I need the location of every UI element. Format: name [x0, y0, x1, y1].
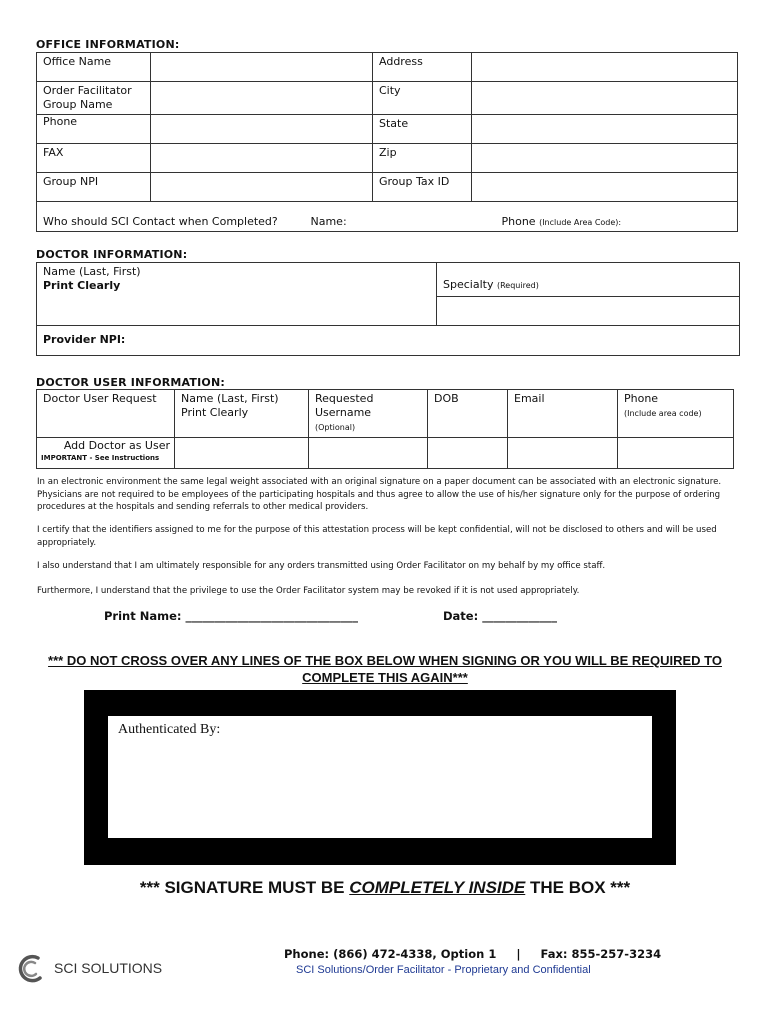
state-label: State: [373, 115, 472, 144]
col-phone: Phone (Include area code): [618, 390, 734, 438]
add-doctor-cell[interactable]: [37, 438, 175, 469]
group-tax-id-label: Group Tax ID: [373, 173, 472, 202]
signature-note-emphasis: COMPLETELY INSIDE: [349, 878, 526, 897]
signature-area[interactable]: [108, 716, 652, 838]
print-name-line[interactable]: Print Name: ______________________________: [104, 609, 358, 623]
sci-logo-icon: [16, 954, 50, 984]
provider-npi-label[interactable]: Provider NPI:: [37, 326, 740, 356]
col-dob: DOB: [428, 390, 508, 438]
group-name-field[interactable]: [151, 82, 373, 115]
logo-wordmark: SCI SOLUTIONS: [54, 960, 163, 976]
specialty-field[interactable]: [437, 297, 740, 326]
fax-field[interactable]: [151, 144, 373, 173]
office-name-field[interactable]: [151, 53, 373, 82]
phone-label: Phone: [37, 115, 151, 144]
fax-label: FAX: [37, 144, 151, 173]
doctor-heading: DOCTOR INFORMATION:: [36, 248, 188, 261]
contact-phone-label: Phone (Include Area Code):: [501, 215, 622, 228]
footer-contact: Phone: (866) 472-4338, Option 1 | Fax: 855-257-3234: [284, 947, 662, 961]
office-heading: OFFICE INFORMATION:: [36, 38, 180, 51]
col-requested-username: Requested Username (Optional): [309, 390, 428, 438]
user-name-field[interactable]: [175, 438, 309, 469]
address-field[interactable]: [472, 53, 738, 82]
city-label: City: [373, 82, 472, 115]
address-label: Address: [373, 53, 472, 82]
attestation-paragraph-2: I certify that the identifiers assigned to me for the purpose of this attestation process will be kept confidential, will not be disclosed to others and will be used appropriately.: [37, 525, 717, 548]
contact-row[interactable]: [37, 202, 738, 232]
zip-field[interactable]: [472, 144, 738, 173]
contact-question: Who should SCI Contact when Completed?: [43, 215, 278, 228]
city-field[interactable]: [472, 82, 738, 115]
signing-warning: *** DO NOT CROSS OVER ANY LINES OF THE BOX BELOW WHEN SIGNING OR YOU WILL BE REQUIRED TO COMPLETE THIS AGAIN***: [48, 653, 722, 685]
doctor-user-heading: DOCTOR USER INFORMATION:: [36, 376, 225, 389]
attestation-paragraph-3: I also understand that I am ultimately responsible for any orders transmitted using Order Facilitator on my behalf by my office staff.: [37, 561, 606, 571]
phone-field[interactable]: [151, 115, 373, 144]
group-npi-field[interactable]: [151, 173, 373, 202]
user-username-field[interactable]: [309, 438, 428, 469]
date-line[interactable]: Date: _____________: [443, 609, 557, 623]
office-name-label: Office Name: [37, 53, 151, 82]
zip-label: Zip: [373, 144, 472, 173]
attestation-paragraph-4: Furthermore, I understand that the privilege to use the Order Facilitator system may be revoked if it is not used appropriately.: [37, 586, 580, 596]
state-field[interactable]: [472, 115, 738, 144]
col-doctor-user-request: Doctor User Request: [37, 390, 175, 438]
add-doctor-label: Add Doctor as User: [63, 439, 170, 452]
authenticated-by-label: Authenticated By:: [118, 722, 221, 737]
col-email: Email: [508, 390, 618, 438]
group-npi-label: Group NPI: [37, 173, 151, 202]
attestation-paragraph-1: In an electronic environment the same legal weight associated with an original signature on a paper document can be associated with an electronic signature. Physicians are not required to be employees of the participating hospitals and thus agree to allow the use of his/her signature only for the purpose of ordering procedures at the hospitals and sending referrals to other medical providers.: [37, 477, 722, 512]
doctor-table: [36, 262, 740, 356]
doctor-user-table: [36, 389, 734, 469]
specialty-label: Specialty (Required): [437, 263, 740, 297]
signature-box-border: [84, 690, 676, 865]
contact-name-label: Name:: [310, 215, 347, 228]
user-phone-field[interactable]: [618, 438, 734, 469]
office-table: [36, 52, 738, 232]
order-facilitator-label: Order Facilitator Group Name: [37, 82, 151, 115]
group-tax-id-field[interactable]: [472, 173, 738, 202]
user-email-field[interactable]: [508, 438, 618, 469]
important-note: IMPORTANT - See Instructions: [41, 454, 160, 462]
footer-confidential: SCI Solutions/Order Facilitator - Proprietary and Confidential: [296, 964, 591, 976]
signature-note: *** SIGNATURE MUST BE COMPLETELY INSIDE THE BOX ***: [139, 878, 631, 897]
user-dob-field[interactable]: [428, 438, 508, 469]
col-name: Name (Last, First) Print Clearly: [175, 390, 309, 438]
sci-solutions-logo: [16, 954, 163, 984]
doctor-name-label: Name (Last, First) Print Clearly: [37, 263, 437, 297]
doctor-name-field[interactable]: [37, 297, 437, 326]
